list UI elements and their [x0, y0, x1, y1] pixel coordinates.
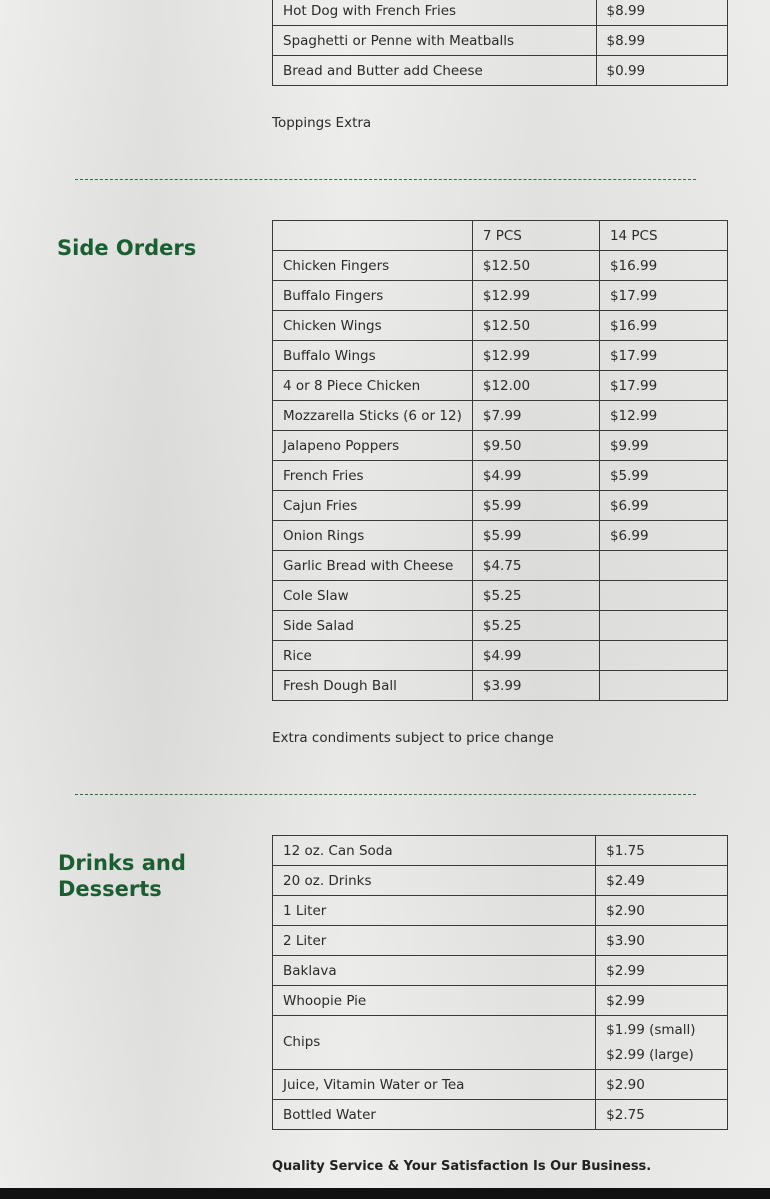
price-14pcs-cell: $17.99 [599, 281, 727, 311]
item-name-cell: Chicken Wings [273, 311, 473, 341]
price-cell: $2.90 [596, 896, 728, 926]
price-cell: $3.90 [596, 926, 728, 956]
table-row [273, 1016, 728, 1070]
footer-tagline: Quality Service & Your Satisfaction Is Our Business. [272, 1159, 652, 1174]
table-row [273, 251, 728, 281]
price-cell [596, 1016, 728, 1070]
price-small: $1.99 (small) [606, 1021, 696, 1038]
price-14pcs-cell: $16.99 [599, 311, 727, 341]
table-row [273, 1100, 728, 1130]
price-7pcs-cell: $5.25 [472, 581, 599, 611]
price-cell: $2.90 [596, 1070, 728, 1100]
table-row [273, 461, 728, 491]
price-14pcs-cell: $9.99 [599, 431, 727, 461]
price-7pcs-cell: $12.00 [472, 371, 599, 401]
table-row [273, 311, 728, 341]
table-row [273, 341, 728, 371]
price-cell: $2.99 [596, 986, 728, 1016]
price-7pcs-cell: $4.75 [472, 551, 599, 581]
price-cell: $2.49 [596, 866, 728, 896]
toppings-note: Toppings Extra [272, 115, 372, 131]
price-14pcs-cell: $6.99 [599, 491, 727, 521]
item-name-cell: Whoopie Pie [273, 986, 596, 1016]
price-7pcs-cell: $5.25 [472, 611, 599, 641]
table-row [273, 431, 728, 461]
table-row [273, 56, 728, 86]
heading-line-1: Drinks and [58, 851, 186, 875]
section-divider [75, 794, 696, 795]
item-name-cell: Chicken Fingers [273, 251, 473, 281]
item-name-cell: 4 or 8 Piece Chicken [273, 371, 473, 401]
table-row [273, 491, 728, 521]
item-name-cell: French Fries [273, 461, 473, 491]
price-7pcs-cell: $5.99 [472, 521, 599, 551]
price-7pcs-cell: $12.50 [472, 251, 599, 281]
item-name-cell: Hot Dog with French Fries [273, 0, 597, 26]
item-name-cell: Bread and Butter add Cheese [273, 56, 597, 86]
item-name-cell: 2 Liter [273, 926, 596, 956]
item-name-cell: Cajun Fries [273, 491, 473, 521]
item-name-cell: Bottled Water [273, 1100, 596, 1130]
price-14pcs-cell: $6.99 [599, 521, 727, 551]
table-row [273, 551, 728, 581]
item-name-cell: Side Salad [273, 611, 473, 641]
entrees-price-table [272, 0, 728, 86]
header-7pcs-cell: 7 PCS [472, 221, 599, 251]
table-row [273, 1070, 728, 1100]
price-14pcs-cell [599, 581, 727, 611]
item-name-cell: Juice, Vitamin Water or Tea [273, 1070, 596, 1100]
price-14pcs-cell: $17.99 [599, 371, 727, 401]
price-cell: $2.99 [596, 956, 728, 986]
table-row [273, 866, 728, 896]
price-cell: $1.75 [596, 836, 728, 866]
price-7pcs-cell: $4.99 [472, 461, 599, 491]
table-row [273, 611, 728, 641]
price-7pcs-cell: $7.99 [472, 401, 599, 431]
price-7pcs-cell: $12.50 [472, 311, 599, 341]
drinks-desserts-heading [58, 850, 186, 902]
price-14pcs-cell [599, 611, 727, 641]
price-large: $2.99 (large) [606, 1046, 694, 1063]
price-14pcs-cell [599, 551, 727, 581]
item-name-cell: Jalapeno Poppers [273, 431, 473, 461]
header-item-cell [273, 221, 473, 251]
price-14pcs-cell: $16.99 [599, 251, 727, 281]
condiments-note: Extra condiments subject to price change [272, 730, 554, 746]
item-name-cell: Chips [273, 1016, 596, 1070]
price-14pcs-cell: $12.99 [599, 401, 727, 431]
item-name-cell: Baklava [273, 956, 596, 986]
table-row [273, 521, 728, 551]
table-row [273, 0, 728, 26]
item-name-cell: Onion Rings [273, 521, 473, 551]
table-row [273, 956, 728, 986]
price-7pcs-cell: $5.99 [472, 491, 599, 521]
item-name-cell: Spaghetti or Penne with Meatballs [273, 26, 597, 56]
header-14pcs-cell: 14 PCS [599, 221, 727, 251]
table-row [273, 401, 728, 431]
item-name-cell: Buffalo Wings [273, 341, 473, 371]
table-row [273, 671, 728, 701]
table-row [273, 371, 728, 401]
item-name-cell: Garlic Bread with Cheese [273, 551, 473, 581]
item-name-cell: Mozzarella Sticks (6 or 12) [273, 401, 473, 431]
table-row [273, 281, 728, 311]
item-name-cell: Buffalo Fingers [273, 281, 473, 311]
table-row [273, 896, 728, 926]
side-orders-heading: Side Orders [57, 236, 197, 260]
table-row [273, 581, 728, 611]
table-row [273, 641, 728, 671]
price-7pcs-cell: $12.99 [472, 341, 599, 371]
item-name-cell: 1 Liter [273, 896, 596, 926]
table-row [273, 26, 728, 56]
price-14pcs-cell [599, 641, 727, 671]
table-row [273, 986, 728, 1016]
item-name-cell: 20 oz. Drinks [273, 866, 596, 896]
price-cell: $0.99 [596, 56, 728, 86]
side-orders-header-row [273, 221, 728, 251]
bottom-bar [0, 1188, 770, 1199]
price-14pcs-cell: $5.99 [599, 461, 727, 491]
price-cell: $8.99 [596, 0, 728, 26]
item-name-cell: 12 oz. Can Soda [273, 836, 596, 866]
drinks-desserts-table [272, 835, 728, 1130]
item-name-cell: Fresh Dough Ball [273, 671, 473, 701]
price-14pcs-cell [599, 671, 727, 701]
section-divider [75, 179, 696, 180]
price-cell: $8.99 [596, 26, 728, 56]
price-7pcs-cell: $9.50 [472, 431, 599, 461]
price-14pcs-cell: $17.99 [599, 341, 727, 371]
heading-line-2: Desserts [58, 877, 162, 901]
table-row [273, 926, 728, 956]
item-name-cell: Cole Slaw [273, 581, 473, 611]
price-7pcs-cell: $4.99 [472, 641, 599, 671]
price-7pcs-cell: $3.99 [472, 671, 599, 701]
table-row [273, 836, 728, 866]
price-cell: $2.75 [596, 1100, 728, 1130]
side-orders-table [272, 220, 728, 701]
item-name-cell: Rice [273, 641, 473, 671]
price-7pcs-cell: $12.99 [472, 281, 599, 311]
